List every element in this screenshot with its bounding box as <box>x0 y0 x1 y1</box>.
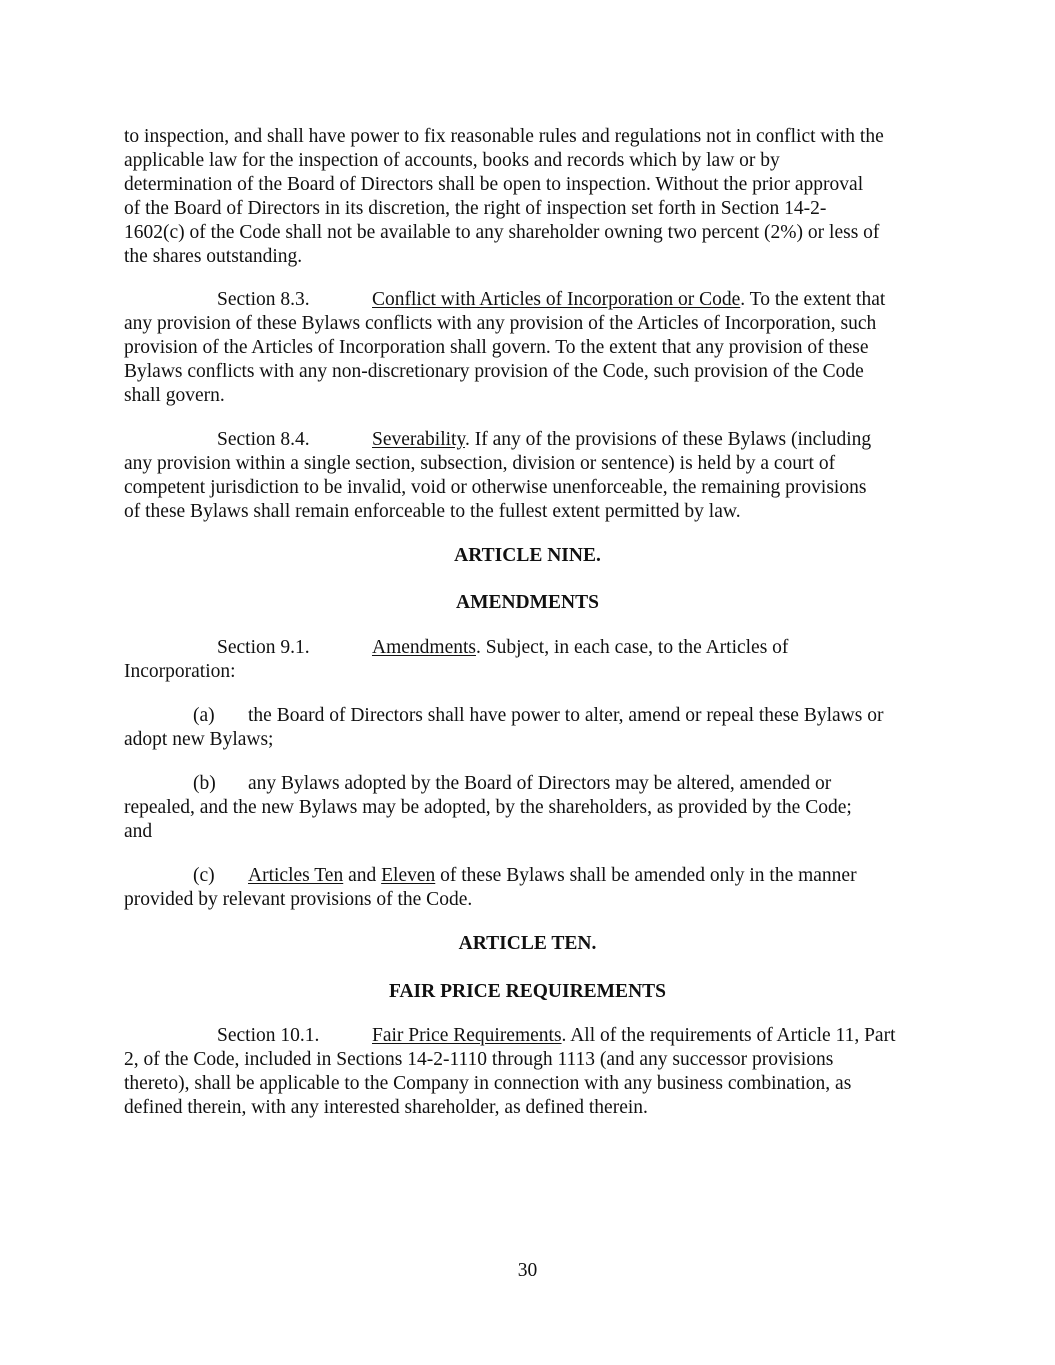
text-line: Bylaws conflicts with any non-discretionary provision of the Code, such provision of the Code <box>124 361 864 382</box>
section-title: Amendments <box>372 637 476 658</box>
section-text: . If any of the provisions of these Bylaws (including <box>464 429 872 450</box>
section-10-1 <box>124 1024 936 1120</box>
article-ten-subheading: FAIR PRICE REQUIREMENTS <box>389 981 666 1002</box>
item-text: any Bylaws adopted by the Board of Directors may be altered, amended or <box>248 773 832 794</box>
section-text: . All of the requirements of Article 11, Part <box>561 1025 896 1046</box>
text-line: Incorporation: <box>124 661 236 682</box>
text-line: thereto), shall be applicable to the Company in connection with any business combination, as <box>124 1073 852 1094</box>
article-reference: Eleven <box>381 865 436 886</box>
section-number: Section 10.1. <box>217 1025 320 1046</box>
text-line: any provision within a single section, subsection, division or sentence) is held by a court of <box>124 453 836 474</box>
list-item-c <box>124 864 936 912</box>
section-title: Fair Price Requirements <box>372 1025 562 1046</box>
text-line: to inspection, and shall have power to fix reasonable rules and regulations not in conflict with the <box>124 126 884 147</box>
text-line: defined therein, with any interested shareholder, as defined therein. <box>124 1097 648 1118</box>
section-8-3 <box>124 288 936 408</box>
section-title: Conflict with Articles of Incorporation or Code <box>372 289 741 310</box>
text-line: repealed, and the new Bylaws may be adopted, by the shareholders, as provided by the Code; <box>124 797 852 818</box>
text-line: determination of the Board of Directors shall be open to inspection. Without the prior approval <box>124 174 864 195</box>
article-nine-heading: ARTICLE NINE. <box>454 545 601 566</box>
text-line: provision of the Articles of Incorporation shall govern. To the extent that any provision of these <box>124 337 869 358</box>
paragraph-inspection <box>124 125 936 269</box>
item-label: (c) <box>193 865 215 886</box>
text-line: competent jurisdiction to be invalid, void or otherwise unenforceable, the remaining provisions <box>124 477 867 498</box>
section-9-1 <box>124 636 936 684</box>
list-item-a <box>124 704 936 752</box>
list-item-b <box>124 772 936 844</box>
article-nine-subheading: AMENDMENTS <box>455 592 599 613</box>
text-line: applicable law for the inspection of accounts, books and records which by law or by <box>124 150 780 171</box>
section-text: . Subject, in each case, to the Articles of <box>475 637 789 658</box>
text-line: of these Bylaws shall remain enforceable to the fullest extent permitted by law. <box>124 501 741 522</box>
text-line: any provision of these Bylaws conflicts with any provision of the Articles of Incorporation, such <box>124 313 877 334</box>
page-number: 30 <box>517 1260 538 1281</box>
text-line: the shares outstanding. <box>124 246 303 267</box>
text-line: provided by relevant provisions of the Code. <box>124 889 473 910</box>
item-label: (b) <box>193 773 216 794</box>
text-line: of the Board of Directors in its discretion, the right of inspection set forth in Section 14-2- <box>124 198 827 219</box>
item-text: the Board of Directors shall have power to alter, amend or repeal these Bylaws or <box>248 705 884 726</box>
section-8-4 <box>124 428 936 524</box>
article-ten-heading: ARTICLE TEN. <box>458 933 597 954</box>
section-number: Section 8.4. <box>217 429 310 450</box>
text-line: 1602(c) of the Code shall not be available to any shareholder owning two percent (2%) or less of <box>124 222 880 243</box>
text-line: adopt new Bylaws; <box>124 729 274 750</box>
text-line: 2, of the Code, included in Sections 14-2-1110 through 1113 (and any successor provisions <box>124 1049 834 1070</box>
item-text: and <box>343 865 382 886</box>
item-text: of these Bylaws shall be amended only in the manner <box>435 865 857 886</box>
article-reference: Articles Ten <box>248 865 344 886</box>
text-line: shall govern. <box>124 385 225 406</box>
text-line: and <box>124 821 153 842</box>
section-number: Section 8.3. <box>217 289 310 310</box>
section-title: Severability <box>372 429 465 450</box>
section-number: Section 9.1. <box>217 637 310 658</box>
item-label: (a) <box>193 705 215 726</box>
section-text: . To the extent that <box>740 289 886 310</box>
